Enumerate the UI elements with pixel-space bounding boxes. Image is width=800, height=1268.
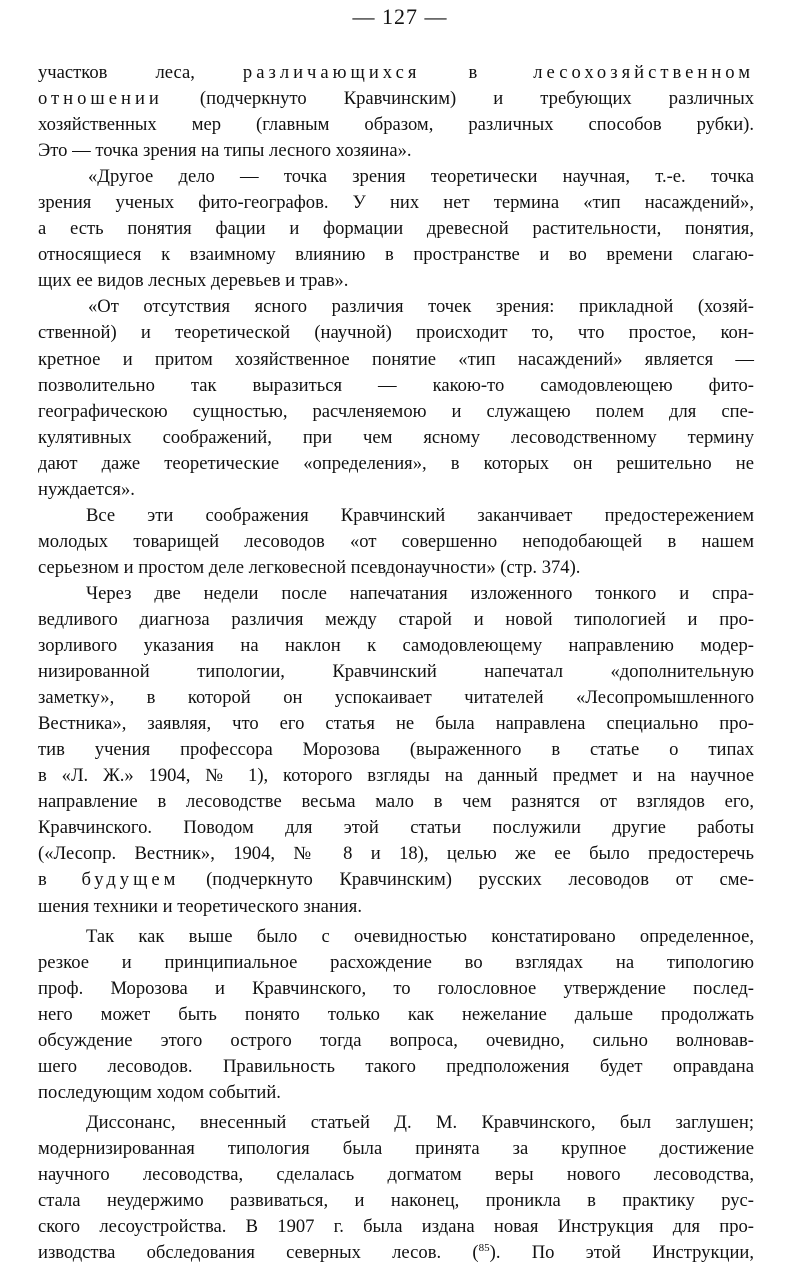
text-line: обсуждение этого острого тогда вопроса, очевидно, сильно волновав- (38, 1029, 754, 1051)
text-line: зорливого указания на наклон к самодовлеющему направлению модер- (38, 635, 754, 657)
text-line: изводства обследования северных лесов. ($^{85}$). По этой Инструкции, (38, 1241, 754, 1264)
text-line: нуждается». (38, 478, 135, 500)
text-line: отношении (подчеркнуто Кравчинским) и требующих различных (38, 88, 754, 110)
text-line: Так как выше было с очевидностью констатировано определенное, (86, 925, 754, 947)
page-body (38, 60, 754, 1266)
emphasized-text: в будущем (38, 869, 180, 891)
text-line: Это — точка зрения на типы лесного хозяина». (38, 140, 412, 162)
emphasized-text: различающихся (242, 62, 421, 83)
text-line: зрения ученых фито-географов. У них нет термина «тип насаждений», (38, 192, 754, 214)
text-line: резкое и принципиальное расхождение во взглядах на типологию (38, 951, 754, 973)
text-line: ведливого диагноза различия между старой и новой типологией и про- (38, 608, 754, 630)
text-line: тив учения профессора Морозова (выраженного в статье о типах (38, 739, 754, 761)
text-line: хозяйственных мер (главным образом, различных способов рубки). (38, 114, 754, 136)
text-line: Вестника», заявляя, что его статья не была направлена специально про- (38, 713, 754, 735)
footnote-ref: 85 (478, 1241, 490, 1254)
emphasized-text: отношении (38, 88, 163, 110)
emphasized-text: в лесохозяйственном (468, 62, 754, 83)
text-line: позволительно так выразиться — какою-то самодовлеющею фито- (38, 374, 754, 396)
paragraph-6 (38, 924, 754, 1106)
paragraph-1 (38, 60, 754, 164)
text-line: стала неудержимо развиваться, и наконец, проникла в практику рус- (38, 1190, 754, 1212)
text-line: («Лесопр. Вестник», 1904, № 8 и 18), целью же ее было предостеречь (38, 843, 754, 865)
text-line: в «Л. Ж.» 1904, № 1), которого взгляды на данный предмет и на научное (38, 765, 754, 787)
paragraph-7 (38, 1110, 754, 1266)
text-line: участков леса, различающихся в лесохозяйственном (38, 62, 754, 83)
text-line: шения техники и теоретического знания. (38, 895, 363, 917)
text-line: кретное и притом хозяйственное понятие «тип насаждений» является — (38, 348, 754, 370)
text-line: модернизированная типология была принята за крупное достижение (38, 1137, 754, 1159)
text-line: «Другое дело — точка зрения теоретически научная, т.-е. точка (88, 166, 754, 188)
text-line: Через две недели после напечатания изложенного тонкого и спра- (86, 582, 754, 604)
text-line: него может быть понято только как нежелание дальше продолжать (38, 1003, 754, 1025)
text-line: ственной) и теоретической (научной) происходит то, что простое, кон- (38, 322, 754, 344)
text-line: относящиеся к взаимному влиянию в пространстве и во времени слагаю- (38, 244, 754, 266)
text-line: низированной типологии, Кравчинский напечатал «дополнительную (38, 661, 754, 683)
text-line: Диссонанс, внесенный статьей Д. М. Кравчинского, был заглушен; (86, 1111, 754, 1133)
text-line: ского лесоустройства. В 1907 г. была издана новая Инструкция для про- (38, 1216, 754, 1238)
paragraph-2 (38, 164, 754, 294)
text-line: молодых товарищей лесоводов «от совершенно неподобающей в нашем (38, 530, 754, 552)
paragraph-4 (38, 503, 754, 581)
paragraph-5 (38, 581, 754, 920)
text-line: дают даже теоретические «определения», в которых он решительно не (38, 452, 754, 474)
text-line: щих ее видов лесных деревьев и трав». (38, 270, 349, 292)
text-line: географическою сущностью, расчленяемою и служащею полем для спе- (38, 400, 754, 422)
text-line: последующим ходом событий. (38, 1081, 281, 1103)
text-line: в будущем (подчеркнуто Кравчинским) русских лесоводов от сме- (38, 869, 754, 891)
text-line: Все эти соображения Кравчинский заканчивает предостережением (86, 504, 754, 526)
page-number: — 127 — (352, 4, 448, 29)
paragraph-3 (38, 294, 754, 502)
text-line: проф. Морозова и Кравчинского, то голословное утверждение послед- (38, 977, 754, 999)
text-line: заметку», в которой он успокаивает читателей «Лесопромышленного (38, 687, 754, 709)
text-line: «От отсутствия ясного различия точек зрения: прикладной (хозяй- (88, 296, 754, 318)
text-line: направление в лесоводстве весьма мало в чем разнятся от взглядов его, (38, 791, 754, 813)
text-line: научного лесоводства, сделалась догматом веры нового лесоводства, (38, 1163, 754, 1185)
text-line: кулятивных соображений, при чем ясному лесоводственному термину (38, 426, 754, 448)
text-line: шего лесоводов. Правильность такого предположения будет оправдана (38, 1055, 754, 1077)
text-line: Кравчинского. Поводом для этой статьи послужили другие работы (38, 817, 754, 839)
text-line: серьезном и простом деле легковесной псевдонаучности» (стр. 374). (38, 556, 581, 578)
text-line: а есть понятия фации и формации древесной растительности, понятия, (38, 218, 754, 240)
